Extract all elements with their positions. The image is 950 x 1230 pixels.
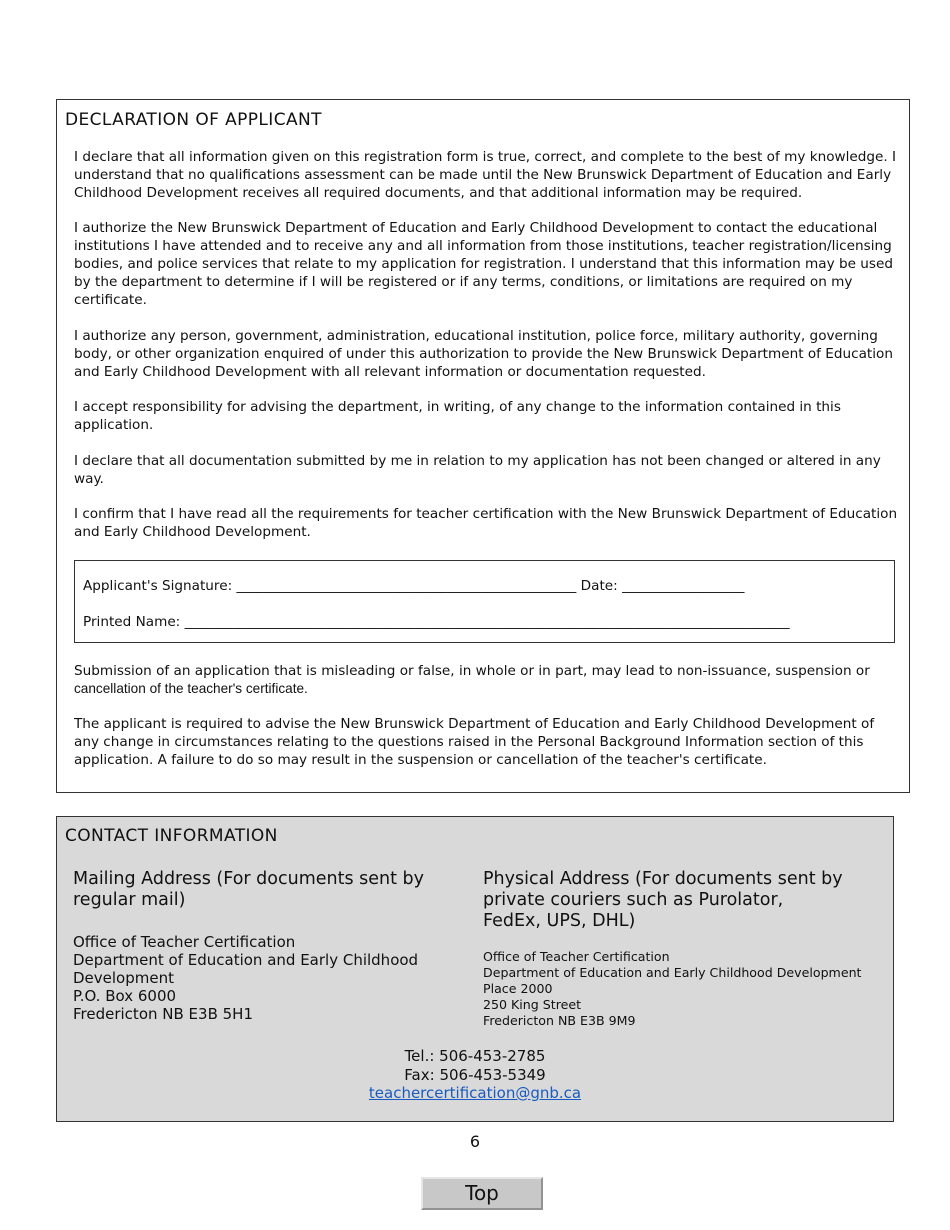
declaration-title: DECLARATION OF APPLICANT [65,110,322,130]
declaration-paragraph-2: I authorize the New Brunswick Department of Education and Early Childhood Development to contact the educational institutions I have attended and to receive any and all information from those institutions, teacher registration/licensing bodies, and police services that relate to my application for registration. I understand that this information may be used by the department to determine if I will be registered or if any terms, conditions, or limitations are required on my certificate. [74,220,893,308]
email-link[interactable]: teachercertification@gnb.ca [368,1084,582,1102]
date-label: Date: [580,578,618,594]
mailing-address-heading: Mailing Address (For documents sent by regular mail) [73,869,424,910]
mailing-line-department: Department of Education and Early Childhood Development [73,951,419,987]
page-number: 6 [469,1132,481,1151]
signature-field[interactable]: __________________________________________________ [236,578,577,594]
printed-name-field[interactable]: _________________________________________________________________________________________ [184,614,790,630]
physical-line-office: Office of Teacher Certification [483,949,670,964]
telephone-number: Tel.: 506-453-2785 [404,1047,546,1065]
physical-line-city: Fredericton NB E3B 9M9 [483,1013,636,1028]
physical-address-heading: Physical Address (For documents sent by private couriers such as Purolator, FedEx, UPS, DHL) [483,869,843,931]
contact-information-section [56,816,894,1122]
physical-line-department: Department of Education and Early Childhood Development [483,965,862,980]
declaration-paragraph-6: I confirm that I have read all the requirements for teacher certification with the New Brunswick Department of Education and Early Childhood Development. [74,506,898,540]
date-field[interactable]: __________________ [622,578,745,594]
signature-box [74,560,895,643]
declaration-paragraph-4: I accept responsibility for advising the department, in writing, of any change to the information contained in this application. [74,399,841,433]
printed-name-row [83,613,887,631]
mailing-address-lines [73,933,433,1023]
declaration-paragraph-5: I declare that all documentation submitted by me in relation to my application has not been changed or altered in any way. [74,453,881,487]
mailing-line-po-box: P.O. Box 6000 [73,987,177,1005]
fax-number: Fax: 506-453-5349 [404,1065,546,1084]
physical-address-lines [483,949,883,1029]
warning-text-part1: Submission of an application that is misleading or false, in whole or in part, may lead to non-issuance, suspension or [74,663,870,679]
top-button[interactable]: Top [421,1177,543,1210]
declaration-paragraph-1: I declare that all information given on this registration form is true, correct, and complete to the best of my knowledge. I understand that no qualifications assessment can be made until the New Brunswick Department of Education and Early Childhood Development receives all required documents, and that additional information may be required. [74,149,897,201]
misleading-warning-paragraph [74,662,898,698]
phone-fax-email-block [57,1047,893,1103]
signature-row [83,577,887,595]
advise-change-paragraph: The applicant is required to advise the New Brunswick Department of Education and Early Childhood Development of any change in circumstances relating to the questions raised in the Personal Background Information section of this application. A failure to do so may result in the suspension or cancellation of the teacher's certificate. [74,716,875,768]
contact-title: CONTACT INFORMATION [65,826,278,846]
declaration-of-applicant-section [56,99,910,793]
physical-line-street: 250 King Street [483,997,582,1012]
physical-line-place: Place 2000 [483,981,553,996]
mailing-line-office: Office of Teacher Certification [73,933,296,951]
warning-text-part2: cancellation of the teacher's certificate. [74,681,308,696]
mailing-line-city: Fredericton NB E3B 5H1 [73,1005,253,1023]
signature-label: Applicant's Signature: [83,578,233,594]
printed-name-label: Printed Name: [83,614,181,630]
declaration-paragraph-3: I authorize any person, government, administration, educational institution, police force, military authority, governing body, or other organization enquired of under this authorization to provide the New Brunswick Department of Education and Early Childhood Development with all relevant information or documentation requested. [74,328,893,380]
